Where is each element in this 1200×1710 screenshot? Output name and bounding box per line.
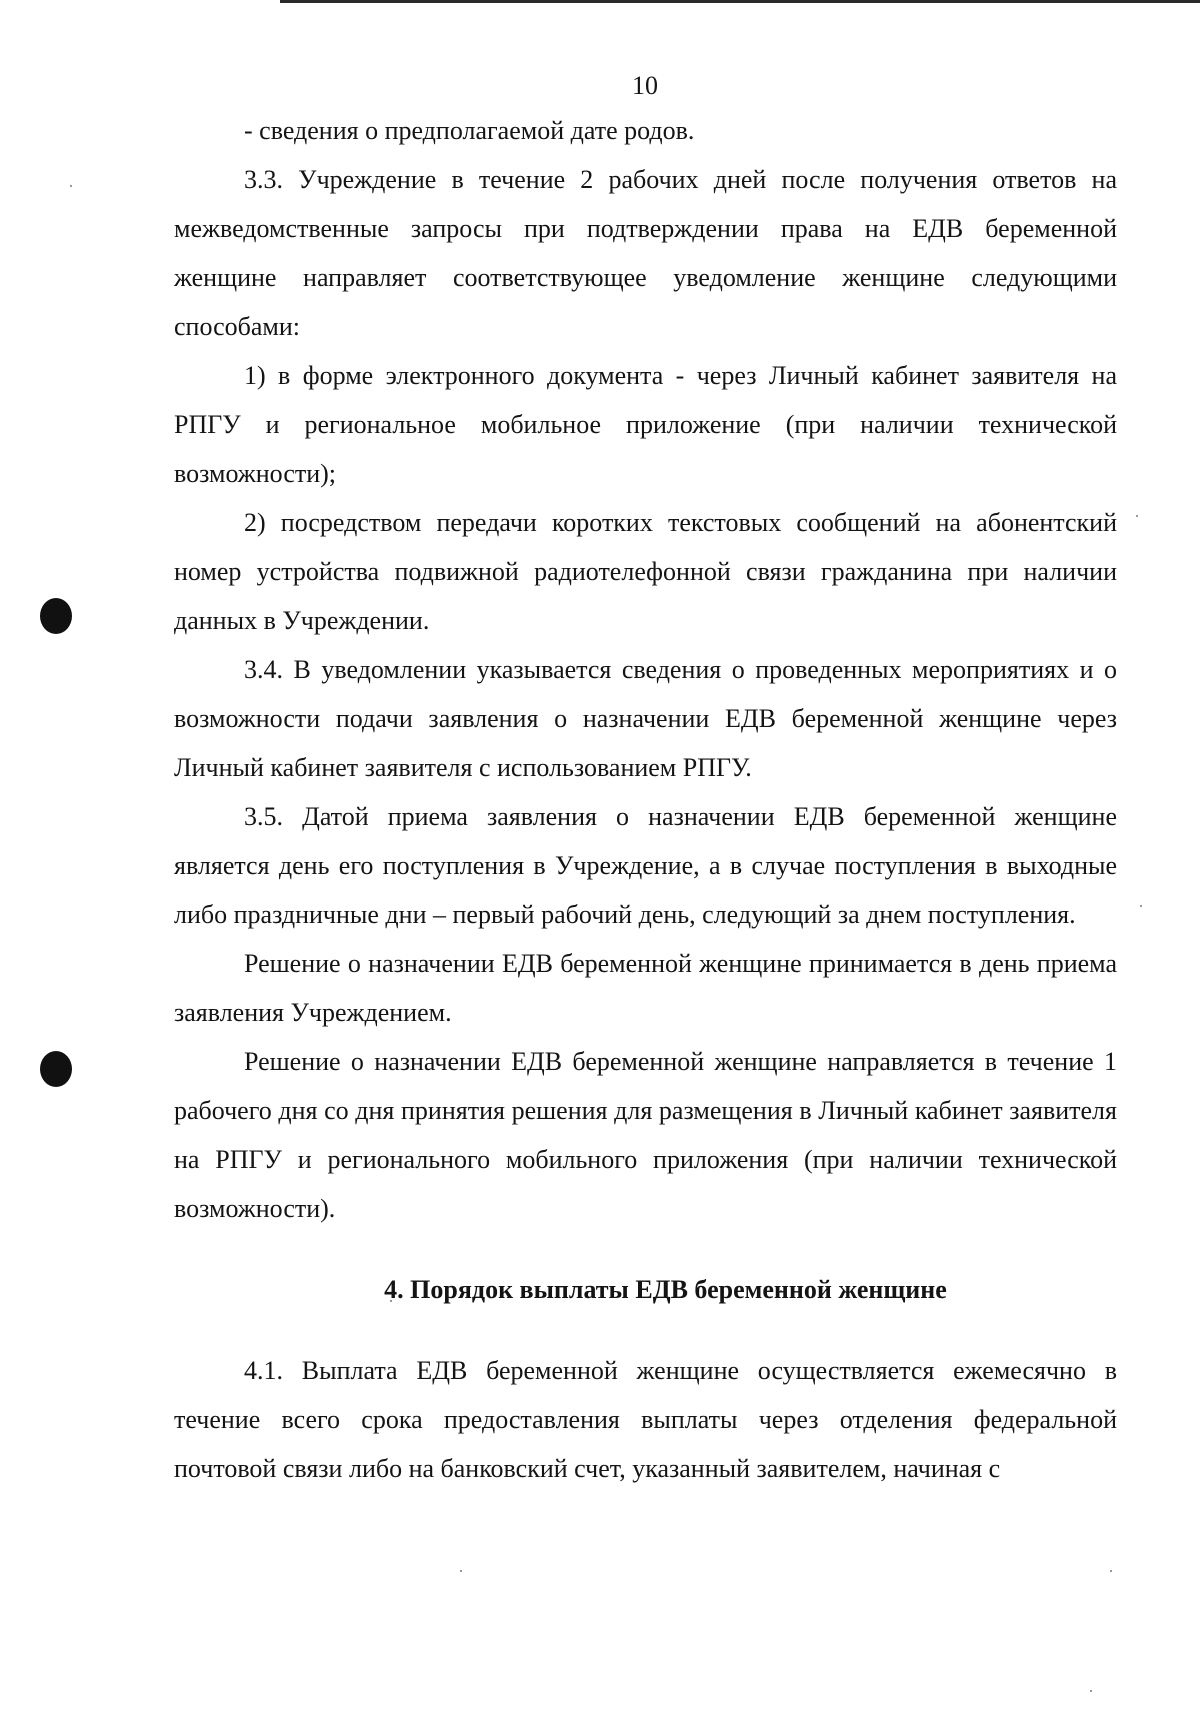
document-body <box>174 106 1117 1493</box>
paragraph: 3.4. В уведомлении указывается сведения о проведенных мероприятиях и о возможности подачи заявления о назначении ЕДВ беременной женщине через Личный кабинет заявителя с использованием РПГУ. <box>174 655 1117 782</box>
paragraph: 4.1. Выплата ЕДВ беременной женщине осуществляется ежемесячно в течение всего срока предоставления выплаты через отделения федеральной почтовой связи либо на банковский счет, указанный заявителем, начиная с <box>174 1356 1117 1483</box>
scan-speck <box>1110 1570 1112 1572</box>
section-heading: 4. Порядок выплаты ЕДВ беременной женщине <box>384 1275 947 1304</box>
punch-hole <box>40 1051 72 1087</box>
scan-speck <box>70 185 72 187</box>
paragraph: 3.5. Датой приема заявления о назначении ЕДВ беременной женщине является день его поступления в Учреждение, а в случае поступления в выходные либо праздничные дни – первый рабочий день, следующий за днем поступления. <box>174 802 1117 929</box>
scan-speck <box>1140 905 1142 907</box>
page-number: 10 <box>632 71 658 100</box>
paragraph: - сведения о предполагаемой дате родов. <box>244 116 695 145</box>
paragraph: Решение о назначении ЕДВ беременной женщине принимается в день приема заявления Учреждением. <box>174 949 1117 1027</box>
paragraph: 2) посредством передачи коротких текстовых сообщений на абонентский номер устройства подвижной радиотелефонной связи гражданина при наличии данных в Учреждении. <box>174 508 1117 635</box>
paragraph: Решение о назначении ЕДВ беременной женщине направляется в течение 1 рабочего дня со дня принятия решения для размещения в Личный кабинет заявителя на РПГУ и регионального мобильного приложения (при наличии технической возможности). <box>174 1047 1117 1223</box>
paragraph: 3.3. Учреждение в течение 2 рабочих дней после получения ответов на межведомственные запросы при подтверждении права на ЕДВ беременной женщине направляет соответствующее уведомление женщине следующими способами: <box>174 165 1117 341</box>
scan-speck <box>1136 515 1138 517</box>
scan-top-edge <box>280 0 1200 3</box>
scan-speck <box>1090 1690 1092 1692</box>
scan-speck <box>460 1570 462 1572</box>
punch-hole <box>40 598 72 634</box>
paragraph: 1) в форме электронного документа - через Личный кабинет заявителя на РПГУ и региональное мобильное приложение (при наличии технической возможности); <box>174 361 1117 488</box>
